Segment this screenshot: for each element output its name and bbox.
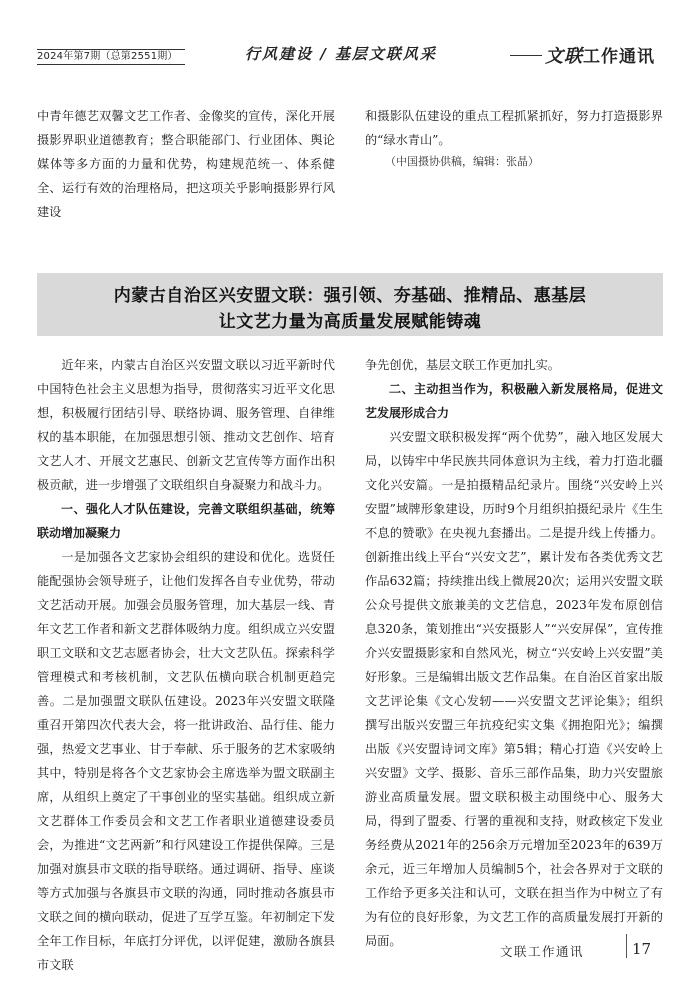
page-header bbox=[0, 0, 700, 70]
footer-journal-name: 文联工作通讯 bbox=[500, 944, 585, 959]
article-column-right bbox=[365, 353, 663, 953]
section-heading-1: 一、强化人才队伍建设，完善文联组织基础，统筹联动增加凝聚力 bbox=[37, 502, 335, 540]
section-heading-2: 二、主动担当作为，积极融入新发展格局，促进文艺发展形成合力 bbox=[365, 382, 663, 420]
intro-paragraph: 近年来，内蒙古自治区兴安盟文联以习近平新时代中国特色社会主义思想为指导，贯彻落实习近平文化思想，积极履行团结引导、联络协调、服务管理、自律维权的基本职能，在加强思想引领、推动文艺创作、培育文艺人才、开展文艺惠民、创新文艺宣传等方面作出积极贡献，进一步增强了文联组织自身凝聚力和战斗力。 bbox=[37, 358, 335, 492]
previous-article-tail-left bbox=[37, 104, 335, 224]
issue-number: 2024年第7期（总第2551期） bbox=[37, 51, 178, 62]
paragraph: 和摄影队伍建设的重点工程抓紧抓好，努力打造摄影界的“绿水青山”。 bbox=[365, 109, 663, 147]
footer-divider bbox=[626, 934, 627, 958]
article-title-line-2: 让文艺力量为高质量发展赋能铸魂 bbox=[218, 312, 482, 332]
article-title-banner bbox=[37, 273, 663, 336]
brand-logo-text: 文联 bbox=[545, 46, 583, 67]
brand-dash bbox=[510, 55, 542, 56]
section-1-paragraph: 一是加强各文艺家协会组织的建设和优化。选贤任能配强协会领导班子，让他们发挥各自专业优势，带动文艺活动开展。加强会员服务管理，加大基层一线、青年文艺工作者和新文艺群体吸纳力度。组织成立兴安盟职工文联和文艺志愿者协会，壮大文艺队伍。探索科学管理模式和考核机制，文艺队伍横向联合机制更趋完善。二是加强盟文联队伍建设。2023年兴安盟文联隆重召开第四次代表大会，将一批讲政治、品行佳、能力强，热爱文艺事业、甘于奉献、乐于服务的艺术家吸纳其中，特别是将各个文艺家协会主席选举为盟文联副主席，从组织上奠定了干事创业的坚实基础。组织成立新文艺群体工作委员会和文艺工作者职业道德建设委员会，为推进“文艺两新”和行风建设工作提供保障。三是加强对旗县市文联的指导联络。通过调研、指导、座谈等方式加强与各旗县市文联的沟通，同时推动各旗县市文联之间的横向联动，促进了互学互鉴。年初制定下发全年工作目标，年底打分评优，以评促建，激励各旗县市文联 bbox=[37, 550, 335, 972]
paragraph: 中青年德艺双馨文艺工作者、金像奖的宣传，深化开展摄影界职业道德教育；整合职能部门、行业团体、舆论媒体等多方面的力量和优势，构建规范统一、体系健全、运行有效的治理格局，把这项关乎影响摄影界行风建设 bbox=[37, 109, 335, 219]
section-2-paragraph: 兴安盟文联积极发挥“两个优势”，融入地区发展大局，以铸牢中华民族共同体意识为主线，着力打造北疆文化兴安篇。一是拍摄精品纪录片。围绕“兴安岭上兴安盟”域牌形象建设，历时9个月组织拍摄纪录片《生生不息的赞歌》在央视九套播出。二是提升线上传播力。创新推出线上平台“兴安文艺”，累计发布各类优秀文艺作品632篇；持续推出线上微展20次；运用兴安盟文联公众号提供文旅兼美的文艺信息，2023年发布原创信息320条，策划推出“兴安摄影人”“兴安屏保”，宣传推介兴安盟摄影家和自然风光，树立“兴安岭上兴安盟”美好形象。三是编辑出版文艺作品集。在自治区首家出版文艺评论集《文心发轫——兴安盟文艺评论集》；组织撰写出版兴安盟三年抗疫纪实文集《拥抱阳光》；编撰出版《兴安盟诗词文库》第5辑；精心打造《兴安岭上兴安盟》文学、摄影、音乐三部作品集，助力兴安盟旅游业高质量发展。盟文联积极主动围绕中心、服务大局，得到了盟委、行署的重视和支持，财政核定下发业务经费从2021年的256余万元增加至2023年的639万余元，近三年增加人员编制5个，社会各界对于文联的工作给予更多关注和认可，文联在担当作为中树立了有为有位的良好形象，为文艺工作的高质量发展打开新的局面。 bbox=[365, 430, 663, 948]
previous-article-tail-right bbox=[365, 104, 663, 152]
section-title: 行风建设 / 基层文联风采 bbox=[245, 45, 437, 63]
header-rule-bottom bbox=[37, 64, 185, 65]
page-number: 17 bbox=[632, 940, 652, 958]
journal-brand bbox=[545, 42, 655, 68]
article-credit: （中国摄协供稿，编辑：张晶） bbox=[385, 155, 539, 168]
brand-name-text: 工作通讯 bbox=[583, 47, 655, 67]
section-1-paragraph-continued: 争先创优，基层文联工作更加扎实。 bbox=[365, 358, 560, 372]
article-column-left bbox=[37, 353, 335, 977]
article-title-line-1: 内蒙古自治区兴安盟文联：强引领、夯基础、推精品、惠基层 bbox=[113, 286, 587, 306]
